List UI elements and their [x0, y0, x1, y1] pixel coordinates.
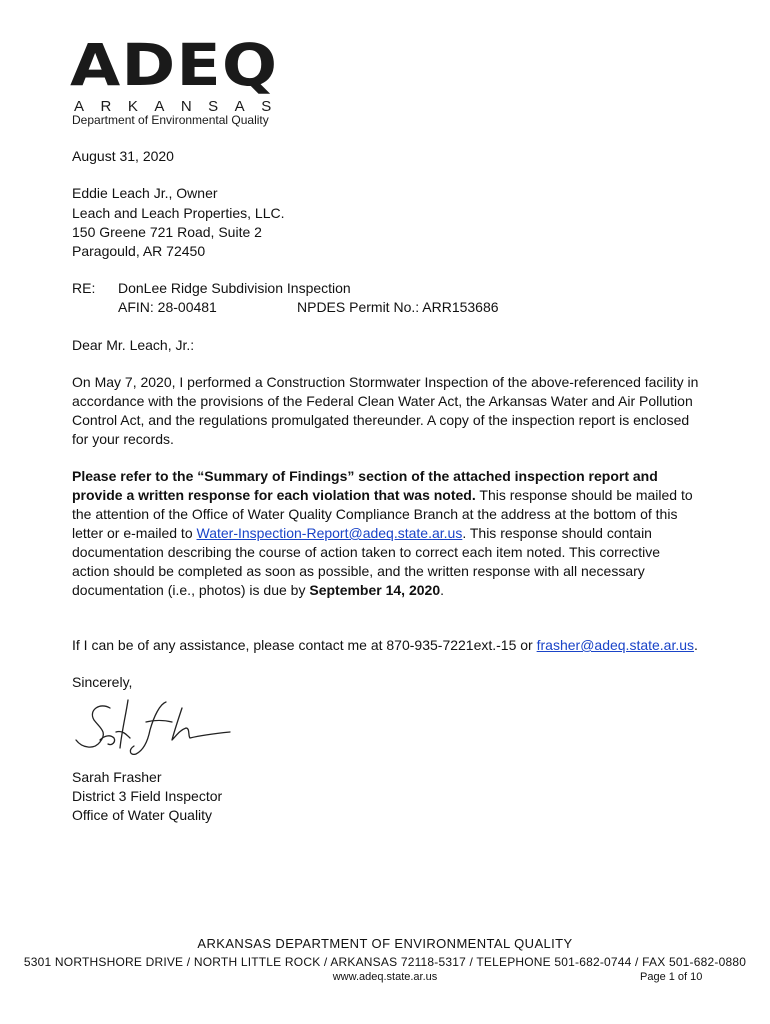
report-email-link[interactable]: Water-Inspection-Report@adeq.state.ar.us [196, 525, 463, 541]
re-subject: DonLee Ridge Subdivision Inspection [118, 280, 351, 296]
signer-office: Office of Water Quality [72, 807, 213, 823]
paragraph2-text: This response should be mailed to [475, 487, 693, 503]
re-permit: NPDES Permit No.: ARR153686 [297, 299, 499, 315]
recipient-city: Paragould, AR 72450 [72, 243, 206, 259]
paragraph2-line [72, 523, 652, 543]
paragraph1-line: for your records. [72, 431, 174, 447]
footer-website[interactable]: www.adeq.state.ar.us [332, 971, 438, 983]
paragraph2-text: . [440, 582, 444, 598]
paragraph2-bold-text: provide a written response for each violation that was noted. [72, 487, 476, 503]
paragraph2-text: documentation (i.e., photos) is due by [72, 582, 310, 598]
paragraph1-line: accordance with the provisions of the Federal Clean Water Act, the Arkansas Water and Air Pollution [72, 393, 693, 409]
contact-line [72, 635, 698, 655]
paragraph2-line: documentation describing the course of action taken to correct each item noted. This corrective [72, 544, 661, 560]
paragraph2-line: action should be completed as soon as possible, and the written response with all necessary [72, 563, 645, 579]
page-number: Page 1 of 10 [640, 971, 703, 983]
logo-state-text: ARKANSAS [74, 98, 288, 115]
adeq-logo: ADEQ [70, 31, 279, 99]
paragraph2-line [72, 485, 693, 505]
recipient-company: Leach and Leach Properties, LLC. [72, 205, 285, 221]
closing: Sincerely, [72, 674, 133, 690]
due-date: September 14, 2020 [309, 582, 441, 598]
signer-name: Sarah Frasher [72, 769, 162, 785]
logo-department-text: Department of Environmental Quality [72, 113, 269, 127]
recipient-street: 150 Greene 721 Road, Suite 2 [72, 224, 262, 240]
signer-title: District 3 Field Inspector [72, 788, 223, 804]
contact-text: If I can be of any assistance, please contact me at 870-935-7221ext.-15 or [72, 637, 537, 653]
paragraph2-text: letter or e-mailed to [72, 525, 197, 541]
handwritten-signature [70, 692, 240, 762]
paragraph2-line: Please refer to the “Summary of Findings” section of the attached inspection report and [72, 468, 658, 484]
re-label: RE: [72, 280, 96, 296]
footer-title: ARKANSAS DEPARTMENT OF ENVIRONMENTAL QUALITY [197, 936, 573, 951]
paragraph2-line [72, 580, 444, 600]
inspector-email-link[interactable]: frasher@adeq.state.ar.us [536, 637, 695, 653]
contact-text: . [694, 637, 698, 653]
paragraph2-line: the attention of the Office of Water Quality Compliance Branch at the address at the bottom of this [72, 506, 678, 522]
salutation: Dear Mr. Leach, Jr.: [72, 337, 195, 353]
paragraph1-line: On May 7, 2020, I performed a Construction Stormwater Inspection of the above-referenced facility in [72, 374, 699, 390]
recipient-name: Eddie Leach Jr., Owner [72, 185, 218, 201]
footer-address: 5301 NORTHSHORE DRIVE / NORTH LITTLE ROCK / ARKANSAS 72118-5317 / TELEPHONE 501-682-0744 / FAX 501-682-0880 [23, 955, 747, 969]
paragraph2-text: . This response should contain [462, 525, 652, 541]
letter-date: August 31, 2020 [72, 148, 174, 164]
paragraph1-line: Control Act, and the regulations promulgated thereunder. A copy of the inspection report is enclosed [72, 412, 690, 428]
re-afin: AFIN: 28-00481 [118, 299, 217, 315]
